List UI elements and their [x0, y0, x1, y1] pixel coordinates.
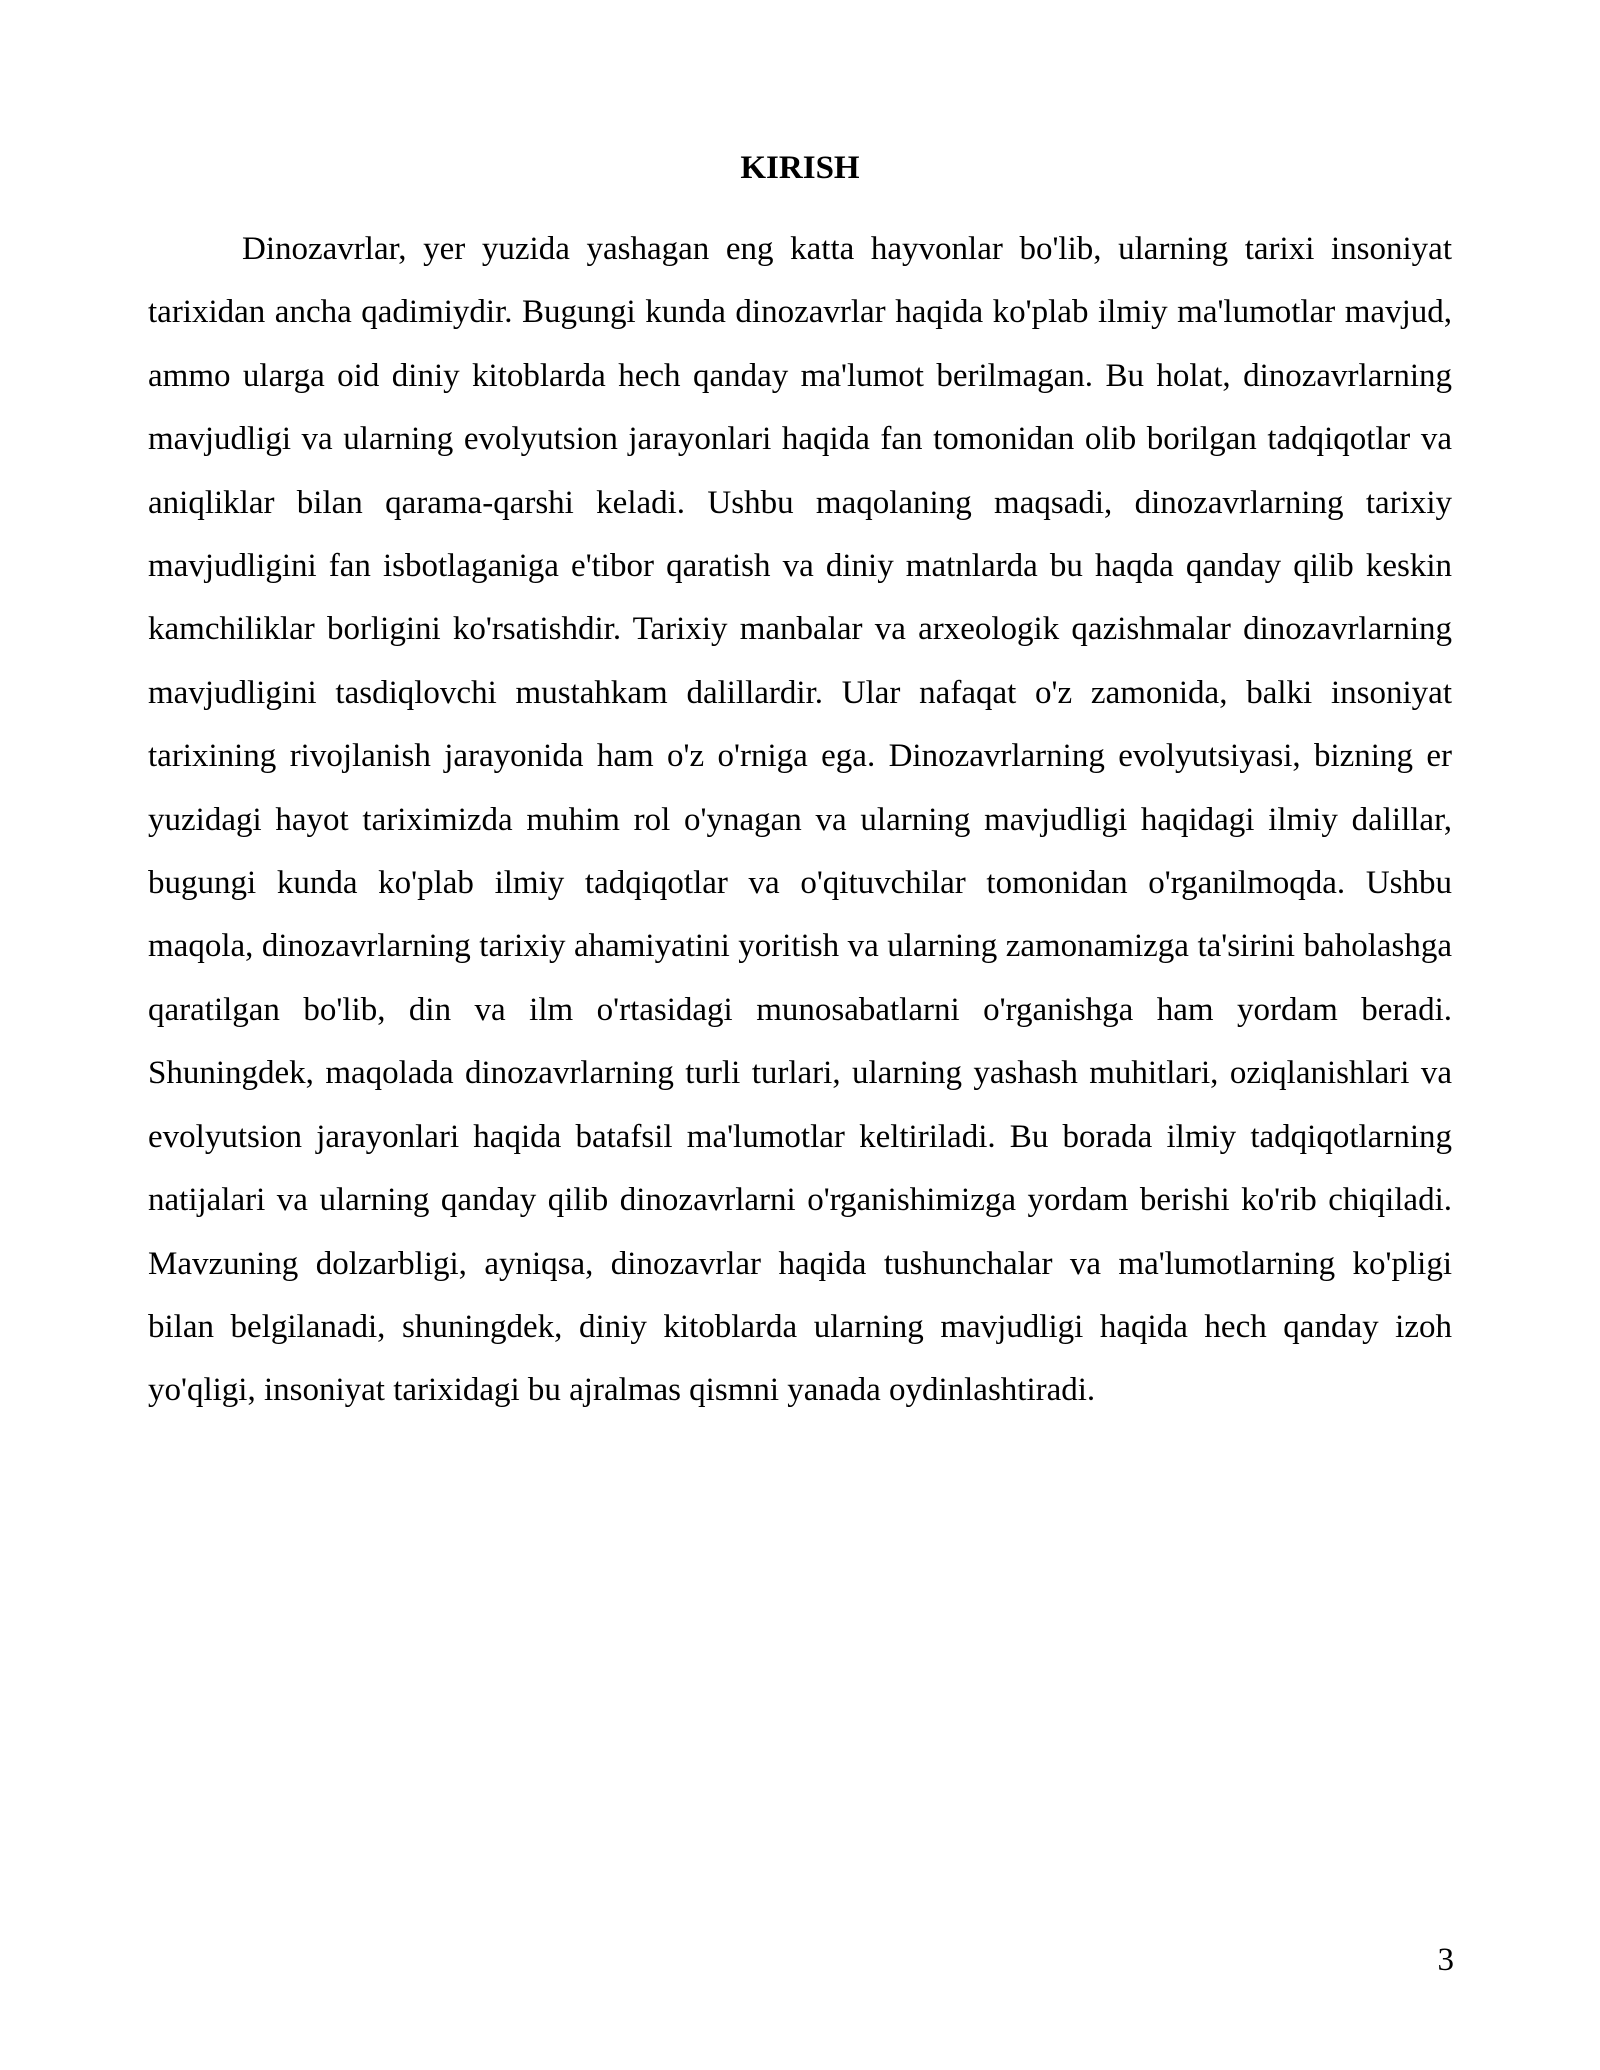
section-heading: KIRISH — [740, 150, 860, 186]
body-paragraph: Dinozavrlar, yer yuzida yashagan eng katta hayvonlar bo'lib, ularning tarixi insoniyat tarixidan ancha qadimiydir. Bugungi kunda dinozavrlar haqida ko'plab ilmiy ma'lumotlar mavjud, ammo ularga oid diniy kitoblarda hech qanday ma'lumot berilmagan. Bu holat, dinozavrlarning mavjudligi va ularning evolyutsion jarayonlari haqida fan tomonidan olib borilgan tadqiqotlar va aniqliklar bilan qarama-qarshi keladi. Ushbu maqolaning maqsadi, dinozavrlarning tarixiy mavjudligini fan isbotlaganiga e'tibor qaratish va diniy matnlarda bu haqda qanday qilib keskin kamchiliklar borligini ko'rsatishdir. Tarixiy manbalar va arxeologik qazishmalar dinozavrlarning mavjudligini tasdiqlovchi mustahkam dalillardir. Ular nafaqat o'z zamonida, balki insoniyat tarixining rivojlanish jarayonida ham o'z o'rniga ega. Dinozavrlarning evolyutsiyasi, bizning er yuzidagi hayot tariximizda muhim rol o'ynagan va ularning mavjudligi haqidagi ilmiy dalillar, bugungi kunda ko'plab ilmiy tadqiqotlar va o'qituvchilar tomonidan o'rganilmoqda. Ushbu maqola, dinozavrlarning tarixiy ahamiyatini yoritish va ularning zamonamizga ta'sirini baholashga qaratilgan bo'lib, din va ilm o'rtasidagi munosabatlarni o'rganishga ham yordam beradi. Shuningdek, maqolada dinozavrlarning turli turlari, ularning yashash muhitlari, oziqlanishlari va evolyutsion jarayonlari haqida batafsil ma'lumotlar keltiriladi. Bu borada ilmiy tadqiqotlarning natijalari va ularning qanday qilib dinozavrlarni o'rganishimizga yordam berishi ko'rib chiqiladi. Mavzuning dolzarbligi, ayniqsa, dinozavrlar haqida tushunchalar va ma'lumotlarning ko'pligi bilan belgilanadi, shuningdek, diniy kitoblarda ularning mavjudligi haqida hech qanday izoh yo'qligi, insoniyat tarixidagi bu ajralmas qismni yanada oydinlashtiradi. — [148, 231, 1452, 1409]
page-number: 3 — [1437, 1942, 1454, 1978]
